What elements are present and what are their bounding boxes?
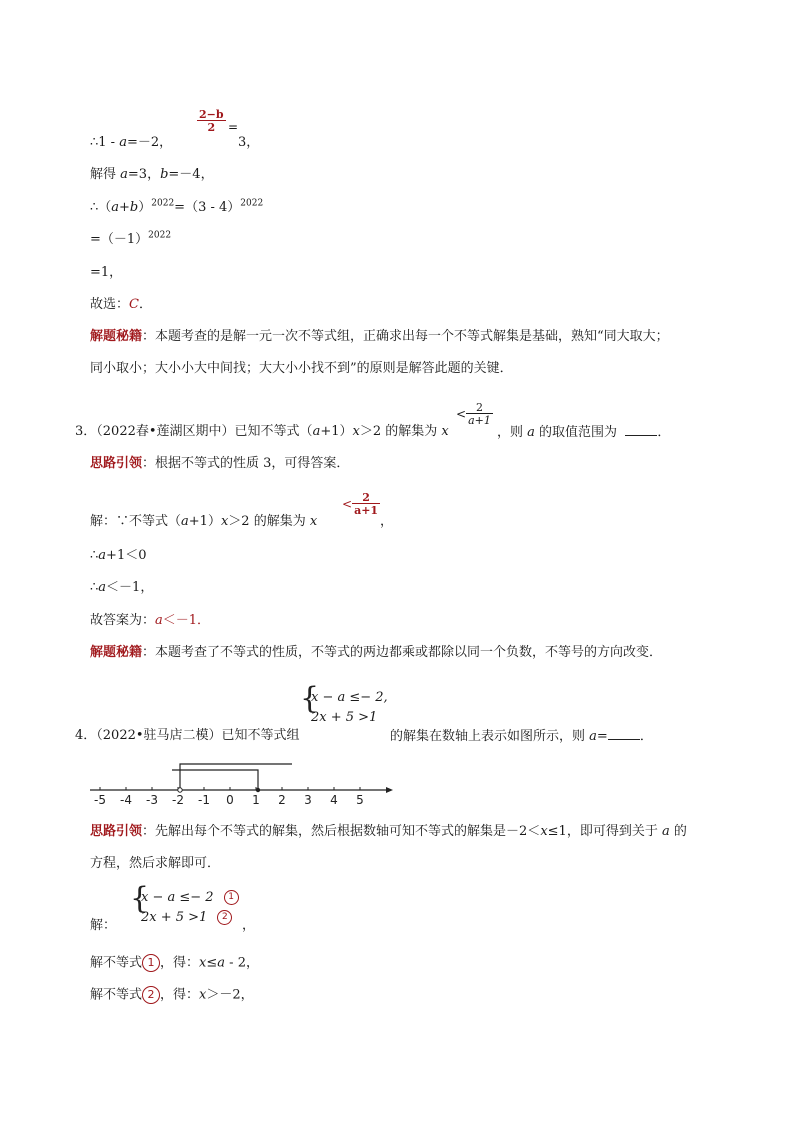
var-a: a (589, 729, 597, 744)
text: ≤1，即可得到关于 (547, 824, 662, 839)
fraction-numerator: 2 (475, 401, 483, 414)
var-b: b (160, 167, 169, 182)
tip-text: 本题考查了不等式的性质，不等式的两边都乘或都除以同一个负数，不等号的方向改变． (155, 645, 663, 660)
text: +1＜0 (106, 548, 147, 563)
answer-choice: C (129, 297, 139, 312)
var-a: a (119, 135, 127, 150)
var-x: x (199, 987, 207, 1003)
line-solve-a-b (90, 168, 214, 181)
q3-answer (90, 614, 210, 627)
tick-label: -1 (198, 793, 210, 807)
text: 故选： (90, 297, 130, 312)
q4-step-2 (90, 986, 254, 1004)
q3-fraction (456, 402, 493, 426)
circled-2: 2 (142, 986, 160, 1004)
line-1-minus-a (90, 136, 172, 149)
var-a: a (217, 955, 226, 971)
tick-label: -3 (146, 793, 158, 807)
exponent: 2022 (151, 198, 175, 209)
text: 解得 (90, 167, 121, 182)
equals-sign: = (228, 120, 239, 134)
less-than: < (456, 407, 467, 421)
var-a: a (181, 514, 189, 529)
tick-labels (94, 793, 364, 807)
tip-text: 本题考查的是解一元一次不等式组，正确求出每一个不等式解集是基础，熟知“同大取大； (155, 329, 669, 344)
hint-label: 思路引领 (90, 824, 143, 839)
text: 的 (669, 824, 687, 839)
tick-label: -5 (94, 793, 106, 807)
line-power-expression (90, 198, 264, 215)
inequality-1: x − a ≤− 2, (311, 690, 388, 705)
fraction-2-minus-b-over-2 (197, 109, 226, 133)
fraction-numerator: 2−b (199, 108, 224, 121)
text: +1） (188, 514, 221, 529)
text: =3， (127, 167, 161, 182)
hint-text: 先解出每个不等式的解集，然后根据数轴可知不等式的解集是－2＜ (155, 824, 541, 839)
text: ∴ (90, 548, 99, 563)
text: 解不等式 (90, 955, 143, 971)
fraction-denominator: 2 (197, 120, 226, 133)
q4-hint-line-1 (90, 825, 687, 838)
inequality-2: 2x + 5 >1 (141, 910, 208, 925)
line-neg-one-power (90, 230, 172, 247)
text: 解不等式 (90, 987, 143, 1003)
var-a: a (98, 548, 107, 563)
question-4 (75, 729, 300, 742)
text: ，得： (160, 955, 200, 971)
fraction-denominator: a+1 (468, 414, 491, 427)
line-1-result: 3， (238, 135, 260, 150)
q3-solution-line-2 (90, 549, 146, 562)
tick-label: 2 (278, 793, 286, 807)
circled-1: 1 (224, 890, 239, 905)
text: ： (142, 456, 156, 471)
text: +1） (320, 424, 353, 439)
tick-label: 1 (252, 793, 260, 807)
tick-label: -2 (172, 793, 184, 807)
text: ＜－1， (106, 580, 154, 595)
text: ． (639, 729, 653, 744)
text: =（3 - 4） (174, 200, 241, 215)
q4-step-1 (90, 954, 259, 972)
question-3-end (497, 425, 670, 439)
tip-label: 解题秘籍 (90, 645, 143, 660)
number-line (88, 758, 398, 808)
fraction-numerator: 2 (362, 491, 370, 504)
text: 的解集在数轴上表示如图所示，则 (390, 729, 590, 744)
tick-label: 4 (330, 793, 338, 807)
circled-2: 2 (217, 910, 232, 925)
question-number: 4． (75, 728, 97, 743)
open-point-neg2 (178, 788, 182, 792)
var-a: a (661, 824, 670, 839)
var-x: x (220, 514, 229, 529)
text: 已知不等式（ (234, 424, 313, 439)
text: ） (138, 200, 152, 215)
text: =－4， (168, 167, 214, 182)
var-a: a (98, 580, 107, 595)
text: - 2， (225, 955, 259, 971)
text: ＞2 的解集为 (359, 424, 442, 439)
q4-solution-system (130, 881, 239, 928)
axis-arrow (386, 787, 393, 793)
question-source: （2022•驻马店二模） (96, 728, 222, 743)
answer-text: ＜－1． (162, 613, 211, 628)
q4-system (300, 681, 388, 728)
text: ∴ (90, 580, 99, 595)
tip-block-q2 (90, 330, 669, 343)
text: 解：∵不等式（ (90, 514, 182, 529)
tick-label: 3 (304, 793, 312, 807)
tip-label: 解题秘籍 (90, 329, 143, 344)
inequality-2-row (141, 908, 239, 928)
q4-solution-label: 解： (90, 918, 117, 933)
var-x: x (540, 824, 548, 839)
var-a: a (527, 425, 535, 440)
text: ，得： (160, 987, 200, 1003)
var-x: x (352, 424, 360, 439)
var-x: x (309, 514, 318, 529)
q3-solution-line-1 (90, 515, 317, 528)
text: ： (142, 824, 156, 839)
var-x: x (441, 424, 449, 439)
var-a: a (155, 613, 163, 628)
question-number: 3． (75, 424, 97, 439)
exponent: 2022 (240, 198, 264, 209)
solution-bracket-right (172, 770, 258, 790)
fraction-denominator: a+1 (354, 504, 379, 517)
text: =（－1） (90, 232, 149, 247)
less-than: < (342, 497, 353, 511)
answer-blank (608, 729, 640, 740)
inequality-2: 2x + 5 >1 (311, 710, 378, 725)
tick-label: 0 (226, 793, 234, 807)
question-3 (75, 425, 449, 438)
hint-text: 根据不等式的性质 3，可得答案． (155, 456, 350, 471)
q4-solution-comma: ， (242, 918, 256, 933)
brace: { (300, 681, 320, 716)
q3-hint (90, 457, 349, 470)
tick-label: 5 (356, 793, 364, 807)
answer-blank (625, 425, 657, 436)
q4-hint-line-2: 方程，然后求解即可． (90, 856, 221, 871)
tip-block-q2-line2: 同小取小；大小小大中间找；大大小小找不到”的原则是解答此题的关键． (90, 361, 513, 376)
q3-solution-line-3 (90, 581, 153, 594)
solution-bracket-left (180, 764, 292, 790)
text: 故答案为： (90, 613, 156, 628)
exponent: 2022 (148, 230, 172, 241)
var-a: a (120, 167, 128, 182)
var-a-plus-b: a+b (111, 200, 139, 215)
text: =－2， (126, 135, 173, 150)
question-4-end (390, 729, 653, 743)
text: ． (657, 425, 671, 440)
q3-solution-comma: ， (380, 514, 394, 529)
text: ＞－2， (206, 987, 254, 1003)
q3-solution-fraction (342, 492, 380, 516)
text: ≤ (206, 955, 218, 971)
answer-line (90, 298, 152, 311)
text: ： (142, 329, 156, 344)
brace: { (130, 881, 150, 916)
text: ，则 (497, 425, 528, 440)
question-source: （2022春•莲湖区期中） (96, 424, 235, 439)
inequality-1: x − a ≤− 2 (141, 890, 214, 905)
text: ． (138, 297, 152, 312)
text: = (596, 729, 608, 744)
inequality-1-row (141, 888, 239, 908)
closed-point-1 (256, 788, 260, 792)
line-equals-one: =1， (90, 265, 123, 280)
tick-label: -4 (120, 793, 132, 807)
hint-label: 思路引领 (90, 456, 143, 471)
text: ∴1 - (90, 135, 120, 150)
text: ： (142, 645, 156, 660)
var-x: x (199, 955, 207, 971)
q3-tip (90, 646, 662, 659)
text: 的取值范围为 (534, 425, 618, 440)
text: ∴（ (90, 200, 112, 215)
var-a: a (312, 424, 321, 439)
text: ＞2 的解集为 (228, 514, 310, 529)
circled-1: 1 (142, 954, 160, 972)
text: 已知不等式组 (221, 728, 300, 743)
